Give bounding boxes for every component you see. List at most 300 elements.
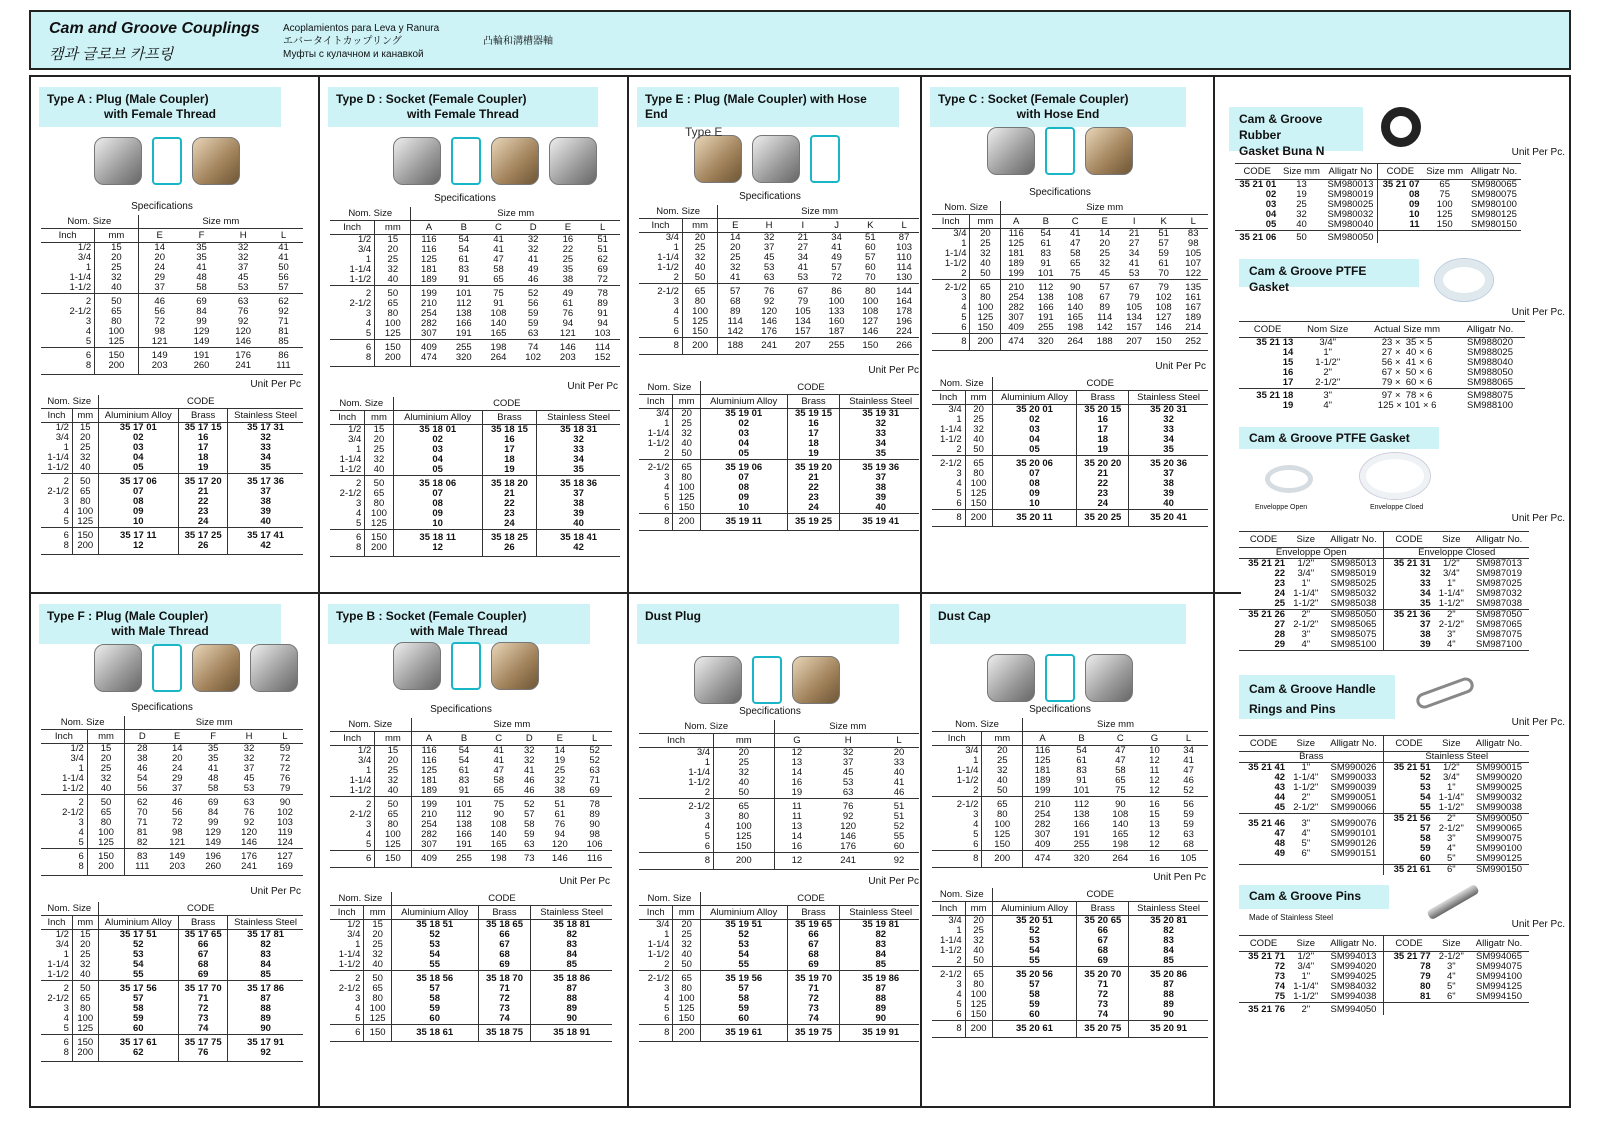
dimension-cell: 51 60 57 60 70 (865, 232, 876, 283)
mm-cell: 15 20 25 32 40 (375, 235, 411, 286)
col-header: Size (1434, 736, 1469, 752)
dimension-cell: 32 37 45 53 63 (842, 747, 854, 798)
product-code-cell: 35 17 11 12 (98, 528, 179, 555)
title-spanish: Acoplamientos para Leva y Ranura (283, 23, 440, 34)
panel-type-c (922, 77, 1212, 592)
col-header: Size mm (411, 207, 620, 221)
col-header: Size mm (774, 720, 919, 734)
col-header: A (411, 221, 446, 235)
product-code-cell: 35 19 91 (840, 1025, 919, 1042)
dimension-cell: 54 61 83 91 101 (1037, 228, 1054, 279)
dimension-cell: 35 35 41 48 58 (196, 242, 207, 293)
product-photo (393, 137, 441, 185)
dimension-cell: 41 41 47 58 65 (493, 745, 505, 796)
product-photo (94, 644, 142, 692)
dimension-cell: 199 210 254 282 307 (411, 286, 446, 340)
mm-cell: 50 65 80 100 125 (72, 474, 98, 528)
product-code-cell: 35 20 61 (992, 1021, 1077, 1038)
dimension-cell: 21 27 34 41 53 (1128, 228, 1140, 279)
mm-cell: 15 20 25 32 40 (365, 425, 393, 476)
col-header: L (887, 219, 919, 233)
mm-cell: 50 65 80 100 125 (364, 971, 392, 1025)
table-row (639, 748, 919, 799)
col-header: mm (375, 732, 411, 746)
table-row (330, 971, 612, 1025)
product-code-cell: 35 18 81 82 83 84 85 (531, 920, 612, 971)
pin-image (1426, 884, 1479, 921)
col-header: B (447, 732, 482, 746)
table-row (41, 981, 303, 1035)
inch-cell: 8 (932, 851, 982, 868)
col-header: mm (364, 906, 392, 920)
dimension-cell: 78 89 90 98 106 (577, 797, 612, 851)
inch-cell: 1/2 3/4 1 1-1/4 1-1/2 (349, 745, 372, 796)
inch-cell: 8 (639, 338, 682, 355)
col-header: K (853, 219, 887, 233)
panel-title (39, 87, 281, 127)
col-header: Nom. Size (330, 892, 391, 906)
sub-header: Enveloppe Open (1275, 547, 1347, 558)
col-header: Size (1288, 736, 1323, 752)
dimension-cell: 207 (1119, 334, 1148, 351)
dimension-cell: 241 (819, 853, 877, 870)
col-header: Brass (1077, 902, 1129, 916)
multilingual-titles (283, 22, 553, 61)
dimension-cell: 409 474 (411, 340, 446, 367)
product-code-cell: 35 19 15 16 17 18 19 (787, 409, 840, 460)
col-header: Inch (932, 391, 965, 405)
product-photo (192, 137, 240, 185)
size-cell: 1/2" 3/4" 1" 1-1/4" 1-1/2" (1438, 558, 1464, 609)
col-header: mm (673, 906, 701, 920)
product-code-cell: 35 20 15 16 17 18 19 (1077, 405, 1129, 456)
inch-cell: 2-1/2 3 4 5 6 (639, 971, 673, 1025)
specifications-table (330, 718, 612, 868)
panel-type-d (320, 77, 626, 592)
product-code-cell: 35 17 81 82 83 84 85 (228, 930, 303, 981)
type-e-caption: Type E (685, 125, 723, 139)
dimension-cell: 252 (1178, 334, 1208, 351)
inch-cell: 1/2 3/4 1 1-1/4 1-1/2 (47, 929, 69, 980)
product-code-cell: 35 19 25 (787, 514, 840, 531)
table-row (41, 348, 303, 375)
specifications-label: Specifications (430, 704, 492, 715)
inch-cell: 2 2-1/2 3 4 5 (41, 474, 72, 528)
dimension-cell: 21 27 34 41 53 (797, 232, 809, 283)
size-cell: 2" 2-1/2" 3" 4" 5" (1438, 813, 1464, 864)
size-cell: 2" 2-1/2" 3" 4" (1293, 609, 1319, 650)
col-header: CODE (992, 888, 1208, 902)
col-header: G (774, 734, 819, 748)
col-header: H (752, 219, 786, 233)
table-row (932, 280, 1208, 334)
dimension-cell: 57 67 89 114 142 (1090, 280, 1119, 334)
dimension-cell: 188 (718, 338, 753, 355)
table-row (330, 920, 612, 971)
col-header: Size mm (1001, 201, 1208, 215)
size-cell: 1/2" 3/4" 1" 1-1/4" 1-1/2" (1293, 951, 1319, 1002)
dimension-drawing (451, 137, 481, 185)
code-cell: 35 21 26 27 28 29 (1248, 609, 1286, 650)
inch-cell: 6 8 (41, 1035, 72, 1062)
handle-rings-title (1239, 675, 1395, 719)
col-header: E (718, 219, 753, 233)
product-code-cell: 35 19 06 07 08 09 10 (700, 460, 787, 514)
col-header: H (819, 734, 877, 748)
col-header: Inch (330, 906, 364, 920)
product-code-cell: 35 18 86 87 88 89 90 (531, 971, 612, 1025)
col-header: mm (965, 391, 992, 405)
col-header: Alligatr No. (1467, 164, 1521, 180)
col-header: Aluminium Alloy (992, 391, 1077, 405)
dimension-cell: 83 111 (125, 849, 159, 876)
mm-cell: 20 25 32 40 50 (682, 233, 717, 284)
product-code-cell: 35 17 61 62 (98, 1035, 179, 1062)
inch-cell: 2 2-1/2 3 4 5 (330, 476, 365, 530)
code-cell: 35 21 36 37 38 39 (1384, 610, 1434, 651)
product-code-cell: 35 18 06 07 08 09 10 (393, 476, 482, 530)
dimension-cell: 266 (887, 338, 919, 355)
col-header: Nom. Size (41, 902, 98, 916)
col-header: Size (1434, 532, 1469, 548)
specifications-table (639, 720, 919, 870)
size-cell: 3/4" 1" 1-1/2" 2" 2-1/2" (1315, 337, 1341, 388)
table-row (639, 514, 919, 531)
ptfe-gasket-table (1239, 321, 1525, 411)
code-cell: 35 21 18 19 (1256, 390, 1294, 411)
col-header: Inch (41, 916, 72, 930)
col-header: Inch (932, 732, 982, 746)
rubber-gasket-title (1229, 107, 1363, 158)
specifications-label: Specifications (131, 702, 193, 713)
dimension-cell: 75 90 108 140 165 (481, 797, 516, 851)
page-title: Cam and Groove Couplings (49, 20, 260, 37)
product-code-cell: 35 20 56 57 58 59 60 (992, 967, 1077, 1021)
product-code-cell: 35 20 86 87 88 89 90 (1129, 967, 1208, 1021)
col-header: Brass (1077, 391, 1129, 405)
table-row (932, 746, 1208, 797)
alligator-cell: SM994050 (1330, 1004, 1377, 1015)
panel-title-line1: Type E : Plug (Male Coupler) with Hose End (645, 92, 867, 121)
panel-title-line1: Type A : Plug (Male Coupler) (47, 92, 209, 106)
dimension-cell: 46 56 72 98 121 (138, 294, 181, 348)
table-row (41, 243, 303, 294)
code-table (639, 892, 919, 1042)
col-header: Alligatr No (1324, 164, 1378, 180)
size-cell: 1" 1-1/4" 1-1/2" 2" 2-1/2" (1293, 762, 1319, 813)
dimension-cell: 73 (516, 851, 542, 868)
col-header: Aluminium Alloy (98, 409, 179, 423)
product-code-cell: 35 18 75 (478, 1025, 531, 1042)
col-header: A (1001, 215, 1031, 229)
envelope-closed-image (1360, 453, 1430, 499)
table-row (639, 920, 919, 971)
table-row (41, 930, 303, 981)
col-header: Brass (482, 411, 536, 425)
dimension-cell: 116 125 181 189 199 (1001, 229, 1031, 280)
envelope-closed-caption: Enveloppe Cloed (1370, 504, 1424, 511)
code-cell: 35 21 61 (1384, 865, 1434, 876)
col-header: Nom. Size (932, 888, 992, 902)
col-header: Stainless Steel (1129, 902, 1208, 916)
ptfe-gasket-image (1435, 259, 1493, 301)
col-header: Nom. Size (932, 201, 1001, 215)
dimension-cell: 255 (820, 338, 854, 355)
specifications-table (41, 716, 303, 876)
col-header: mm (365, 411, 393, 425)
alligator-cell: SM985050 SM985065 SM985075 SM985100 (1330, 609, 1377, 650)
handle-title-line2: Rings and Pins (1249, 702, 1336, 716)
panel-type-f (31, 594, 317, 1109)
product-code-cell: 35 17 65 66 67 68 69 (179, 930, 228, 981)
table-row (639, 409, 919, 460)
inch-cell: 1/2 3/4 1 1-1/4 1-1/2 (62, 743, 84, 794)
col-header: F (181, 229, 223, 243)
dimension-cell: 12 13 14 16 19 (774, 748, 819, 799)
dimension-cell: 32 32 41 49 46 (527, 234, 539, 285)
col-header: E (1090, 215, 1119, 229)
inch-cell: 6 8 (41, 528, 72, 555)
size-cell: 65 75 100 125 150 (1436, 179, 1453, 230)
alligator-cell: SM987050 SM987065 SM987075 SM987100 (1476, 609, 1522, 650)
col-header: G (1140, 732, 1169, 746)
table-row (41, 744, 303, 795)
dimension-cell: 14 20 24 29 37 (171, 743, 183, 794)
alligator-cell: SM988075 SM988100 (1467, 390, 1513, 411)
specifications-table (639, 205, 919, 355)
dimension-cell: 56 59 59 63 68 (1169, 797, 1208, 851)
product-code-cell: 35 20 75 (1077, 1021, 1129, 1038)
table-row (330, 746, 612, 797)
table-row (330, 235, 620, 286)
col-header: Nom. Size (639, 381, 700, 395)
mm-cell: 65 80 100 125 150 (673, 460, 701, 514)
dimension-cell: 196 260 (195, 849, 231, 876)
header-banner (29, 10, 1571, 70)
col-header: Alligatr No. (1324, 936, 1384, 952)
col-header: Inch (639, 219, 682, 233)
col-header: Inch (639, 734, 714, 748)
col-header: CODE (1239, 936, 1288, 952)
inch-cell: 2 2-1/2 3 4 5 (41, 795, 87, 849)
table-row (639, 971, 919, 1025)
col-header: Aluminium Alloy (700, 395, 787, 409)
dimension-cell: 41 41 50 56 57 (278, 242, 289, 293)
dimension-cell: 63 76 92 120 146 (231, 795, 267, 849)
table-row (639, 338, 919, 355)
table-row (932, 916, 1208, 967)
product-code-cell: 35 20 65 66 67 68 69 (1077, 916, 1129, 967)
dimension-cell: 47 47 58 65 75 (1115, 745, 1126, 796)
mm-cell: 50 65 80 100 125 (95, 294, 139, 348)
product-photo (694, 135, 742, 183)
dimension-cell: 32 37 45 53 63 (763, 232, 775, 283)
sub-header: Enveloppe Closed (1384, 548, 1529, 559)
dimension-cell: 46 56 72 98 121 (159, 795, 195, 849)
col-header: Stainless Steel (840, 906, 919, 920)
dimension-cell: 150 (1149, 334, 1178, 351)
code-table (639, 381, 919, 531)
col-header: Alligatr No. (1324, 532, 1384, 548)
col-header: mm (970, 215, 1001, 229)
product-code-cell: 35 19 56 57 58 59 60 (700, 971, 787, 1025)
code-cell: 35 21 21 22 23 24 25 (1248, 558, 1286, 609)
col-header: CODE (1235, 164, 1279, 180)
col-header: K (1149, 215, 1178, 229)
dimension-cell: 32 32 37 45 53 (243, 743, 255, 794)
dimension-cell: 176 241 (231, 849, 267, 876)
product-images (393, 642, 539, 690)
col-header: Stainless Steel (228, 916, 303, 930)
inch-cell: 3/4 1 1-1/4 1-1/2 2 (944, 228, 967, 279)
size-cell: 2-1/2" 3" 4" 5" 6" (1438, 951, 1464, 1002)
dimension-cell: 57 68 89 114 142 (718, 284, 753, 338)
col-header: CODE (1378, 164, 1423, 180)
col-header: mm (95, 229, 139, 243)
col-header: Brass (787, 906, 840, 920)
dimension-drawing (810, 135, 840, 183)
col-header: Nom. Size (330, 397, 393, 411)
table-row (330, 340, 620, 367)
col-header: CODE (700, 892, 919, 906)
dimension-cell: 16 15 13 12 12 (1140, 797, 1169, 851)
product-photo (987, 654, 1035, 702)
size-cell: 1/2" 3/4" 1" 1-1/4" 1-1/2" (1293, 558, 1319, 609)
table-row (41, 795, 303, 849)
col-header: Inch (41, 730, 87, 744)
col-header: L (585, 221, 620, 235)
mm-cell: 20 25 32 40 50 (965, 405, 992, 456)
dimension-cell: 90 102 103 119 124 (267, 795, 303, 849)
col-header: Inch (932, 902, 965, 916)
mm-cell: 65 80 100 125 150 (682, 284, 717, 338)
col-header: Alligatr No. (1324, 736, 1384, 752)
code-cell: 35 21 71 72 73 74 75 (1248, 951, 1286, 1002)
dimension-cell: 474 (1001, 334, 1031, 351)
product-photo (549, 137, 597, 185)
code-table (330, 892, 612, 1042)
dimension-cell: 90 108 140 165 198 (1060, 280, 1089, 334)
panel-type-dp (629, 594, 919, 1109)
panel-title-line1: Type F : Plug (Male Coupler) (47, 609, 209, 623)
rubber-gasket-title-line1: Cam & Groove Rubber (1239, 112, 1323, 142)
dimension-cell: 210 254 282 307 409 (1001, 280, 1031, 334)
dimension-cell: 255 320 (446, 340, 481, 367)
specifications-label: Specifications (1029, 187, 1091, 198)
table-row (639, 284, 919, 338)
table-row (330, 286, 620, 340)
dimension-cell: 198 264 (481, 340, 516, 367)
inch-cell: 2-1/2 3 4 5 6 (639, 460, 673, 514)
product-code-cell: 35 19 86 87 88 89 90 (840, 971, 919, 1025)
product-code-cell: 35 18 01 02 03 04 05 (393, 425, 482, 476)
product-code-cell: 35 20 31 32 33 34 35 (1129, 405, 1208, 456)
col-header: CODE (98, 902, 303, 916)
rubber-gasket-table (1235, 163, 1521, 243)
dimension-cell: 78 89 91 94 103 (585, 286, 620, 340)
mm-cell: 150 200 (375, 340, 411, 367)
dimension-drawing (152, 644, 182, 692)
dimension-cell: 474 (1023, 851, 1063, 868)
dimension-cell: 67 79 105 134 157 (786, 284, 820, 338)
inch-cell: 2 2-1/2 3 4 5 (330, 971, 364, 1025)
inch-cell: 1/2 3/4 1 1-1/4 1-1/2 (69, 242, 92, 293)
code-cell: 35 21 13 14 15 16 17 (1256, 337, 1294, 388)
mm-cell: 150 (375, 851, 411, 868)
product-code-cell: 35 17 25 26 (179, 528, 228, 555)
inch-cell: 1/2 3/4 1 1-1/4 1-1/2 (47, 422, 69, 473)
product-images (94, 137, 240, 185)
dimension-cell: 59 72 72 76 79 (279, 743, 291, 794)
code-cell: 35 21 76 (1248, 1004, 1286, 1015)
mm-cell: 65 80 100 125 150 (982, 797, 1023, 851)
product-code-cell: 35 17 36 37 38 39 40 (228, 474, 303, 528)
product-photo (192, 644, 240, 692)
table-row (41, 474, 303, 528)
product-code-cell: 35 20 06 07 08 09 10 (992, 456, 1077, 510)
alligator-cell: SM987013 SM987019 SM987025 SM987032 SM987038 (1476, 558, 1522, 609)
envelope-open-caption: Enveloppe Open (1255, 504, 1308, 511)
panel-title-line2: with Female Thread (103, 107, 217, 121)
col-header: L (877, 734, 919, 748)
inch-cell: 3/4 1 1-1/4 1-1/2 2 (956, 745, 979, 796)
product-photo (250, 644, 298, 692)
mm-cell: 200 (965, 510, 992, 527)
col-header: I (786, 219, 820, 233)
product-code-cell: 35 20 36 37 38 39 40 (1129, 456, 1208, 510)
product-photo (94, 137, 142, 185)
size-cell: 3" 4" 5" 6" (1301, 818, 1311, 859)
dimension-cell: 69 84 99 129 149 (181, 294, 223, 348)
dimension-cell: 101 112 138 166 191 (447, 797, 482, 851)
col-header: Alligatr No. (1469, 936, 1529, 952)
table-row (41, 849, 303, 876)
product-code-cell: 35 18 65 66 67 68 69 (478, 920, 531, 971)
col-header: Nom. Size (639, 892, 700, 906)
alligator-cell: SM994065 SM994075 SM994100 SM994125 SM994150 (1476, 951, 1522, 1002)
handle-image (1414, 675, 1476, 711)
col-header: C (481, 732, 516, 746)
product-code-cell: 35 17 01 02 03 04 05 (98, 423, 179, 474)
col-header: C (1101, 732, 1140, 746)
product-code-cell: 35 17 41 42 (228, 528, 303, 555)
product-code-cell: 35 19 70 71 72 73 74 (787, 971, 840, 1025)
table-row (932, 334, 1208, 351)
table-row (639, 853, 919, 870)
inch-cell: 8 (639, 514, 673, 531)
mm-cell: 15 20 25 32 40 (87, 744, 125, 795)
product-code-cell: 35 17 70 71 72 73 74 (179, 981, 228, 1035)
product-photo (987, 127, 1035, 175)
mm-cell: 15 20 25 32 40 (72, 423, 98, 474)
dimension-cell: 16 22 25 35 38 (562, 234, 574, 285)
product-code-cell: 35 18 91 (531, 1025, 612, 1042)
dimension-cell: 52 57 58 59 63 (516, 797, 542, 851)
inch-cell: 2-1/2 3 4 5 6 (639, 799, 714, 853)
alligator-cell: SM990076 SM990101 SM990126 SM990151 (1330, 818, 1377, 859)
col-header: CODE (1239, 322, 1296, 338)
dimension-cell: 320 (1031, 334, 1060, 351)
panel-title-line2: with Hose End (1016, 107, 1100, 121)
product-code-cell: 35 19 36 37 38 39 40 (840, 460, 919, 514)
product-code-cell: 35 19 01 02 03 04 05 (700, 409, 787, 460)
col-header: Aluminium Alloy (393, 411, 482, 425)
col-header: mm (673, 395, 701, 409)
product-code-cell: 35 17 86 87 88 89 90 (228, 981, 303, 1035)
table-row (639, 233, 919, 284)
dimension-cell: 35 35 41 48 58 (207, 743, 219, 794)
product-code-cell: 35 18 70 71 72 73 74 (478, 971, 531, 1025)
